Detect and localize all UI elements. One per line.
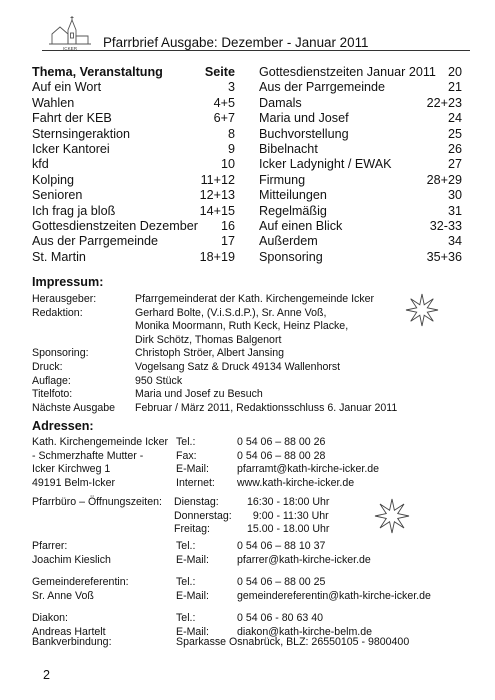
impressum-label: Nächste Ausgabe xyxy=(32,401,116,414)
toc-page: 32-33 xyxy=(429,219,462,234)
toc-title: Regelmäßig xyxy=(259,203,327,218)
impressum-list xyxy=(32,293,397,415)
toc-title: Thema, Veranstaltung xyxy=(32,65,163,79)
toc-page: 25 xyxy=(447,126,462,141)
contact-row xyxy=(32,590,431,604)
toc-page: 28+29 xyxy=(426,172,462,187)
office-day: Donnerstag: xyxy=(174,509,232,522)
toc-entry xyxy=(32,234,235,249)
toc-page: 30 xyxy=(447,188,462,203)
office-time: 16:30 - 18:00 Uhr xyxy=(247,496,330,508)
toc-page: 34 xyxy=(447,234,462,249)
toc-entry xyxy=(32,96,235,111)
toc-page: 3 xyxy=(227,80,235,95)
adressen-title: Adressen: xyxy=(32,419,94,433)
toc-page: 4+5 xyxy=(213,95,235,110)
bank-details xyxy=(32,636,409,648)
toc-title: Wahlen xyxy=(32,95,75,110)
toc-entry xyxy=(259,96,462,111)
address-line: Kath. Kirchengemeinde Icker xyxy=(32,436,169,448)
toc-entry xyxy=(259,250,462,265)
toc-page: 35+36 xyxy=(426,249,462,264)
toc-page: 17 xyxy=(220,234,235,249)
header-divider xyxy=(42,50,470,51)
impressum-value: Pfarrgemeinderat der Kath. Kirchengemeinde Icker xyxy=(135,293,375,305)
tel-label: Tel.: xyxy=(176,540,196,552)
contact-value: 0 54 06 – 88 00 28 xyxy=(237,449,326,462)
impressum-label: Herausgeber: xyxy=(32,293,97,305)
toc-title: Gottesdienstzeiten Januar 2011 xyxy=(259,65,436,79)
contact-name: Andreas Hartelt xyxy=(32,625,106,638)
contact-role: Pfarrer: xyxy=(32,540,68,552)
toc-entry xyxy=(259,234,462,249)
impressum-row xyxy=(32,307,397,321)
church-address-block xyxy=(32,436,379,490)
toc-title: Damals xyxy=(259,95,302,110)
bank-value: Sparkasse Osnabrück, BLZ: 26550105 - 9800400 xyxy=(176,636,410,648)
office-hours-row xyxy=(32,496,329,510)
contact-tel: 0 54 06 - 80 63 40 xyxy=(237,612,323,625)
office-hours-label: Pfarrbüro – Öffnungszeiten: xyxy=(32,496,162,508)
toc-entry xyxy=(259,65,462,80)
toc-entry xyxy=(32,157,235,172)
contact-type: Fax: xyxy=(176,449,197,462)
toc-title: Auf ein Wort xyxy=(32,80,102,95)
contact-type: Tel.: xyxy=(176,436,196,448)
toc-title: St. Martin xyxy=(32,249,86,264)
toc-title: Aus der Parrgemeinde xyxy=(32,234,159,249)
address-line: 49191 Belm-Icker xyxy=(32,476,116,489)
toc-title: Icker Ladynight / EWAK xyxy=(259,157,392,172)
impressum-label: Sponsoring: xyxy=(32,347,89,360)
toc-page: 9 xyxy=(227,142,235,157)
office-day: Freitag: xyxy=(174,523,210,536)
impressum-label: Auflage: xyxy=(32,374,71,387)
address-row xyxy=(32,477,379,491)
toc-title: Aus der Parrgemeinde xyxy=(259,80,386,95)
toc-title: Mitteilungen xyxy=(259,188,327,203)
toc-left-column xyxy=(32,65,235,265)
toc-page: Seite xyxy=(204,65,235,79)
contact-type: E-Mail: xyxy=(176,463,209,476)
impressum-value: Gerhard Bolte, (V.i.S.d.P.), Sr. Anne Voß, xyxy=(135,306,327,319)
star-icon xyxy=(374,498,410,534)
toc-entry xyxy=(259,204,462,219)
impressum-row xyxy=(32,388,397,402)
toc-entry xyxy=(32,219,235,234)
impressum-value: Monika Moormann, Ruth Keck, Heinz Placke, xyxy=(135,320,349,333)
toc-title: Firmung xyxy=(259,172,306,187)
toc-title: kfd xyxy=(32,157,49,172)
impressum-value: 950 Stück xyxy=(135,374,183,387)
toc-entry xyxy=(259,173,462,188)
office-time: 9:00 - 11:30 Uhr xyxy=(247,509,329,522)
address-row xyxy=(32,436,379,450)
toc-page: 24 xyxy=(447,111,462,126)
bank-label: Bankverbindung: xyxy=(32,636,112,648)
toc-page: 12+13 xyxy=(199,188,235,203)
impressum-row xyxy=(32,347,397,361)
office-hours-row xyxy=(32,523,329,537)
toc-title: Auf einen Blick xyxy=(259,219,343,234)
impressum-label: Titelfoto: xyxy=(32,388,73,401)
toc-entry xyxy=(259,142,462,157)
contact-name: Joachim Kieslich xyxy=(32,553,111,566)
toc-page: 11+12 xyxy=(200,172,235,187)
toc-page: 18+19 xyxy=(199,249,235,264)
contact-email: diakon@kath-kirche-belm.de xyxy=(237,625,372,638)
address-row xyxy=(32,450,379,464)
contact-row xyxy=(32,554,431,568)
impressum-value: Februar / März 2011, Redaktionsschluss 6. Januar 2011 xyxy=(135,401,398,414)
email-label: E-Mail: xyxy=(176,625,209,638)
contact-row xyxy=(32,576,431,590)
toc-page: 31 xyxy=(447,203,462,218)
parish-logo xyxy=(44,14,94,52)
toc-title: Außerdem xyxy=(259,234,318,249)
toc-title: Gottesdienstzeiten Dezember xyxy=(32,219,198,234)
contact-value: 0 54 06 – 88 00 26 xyxy=(237,436,326,448)
address-row xyxy=(32,463,379,477)
tel-label: Tel.: xyxy=(176,576,196,589)
toc-title: Bibelnacht xyxy=(259,142,318,157)
toc-title: Senioren xyxy=(32,188,83,203)
impressum-row xyxy=(32,320,397,334)
toc-page: 22+23 xyxy=(426,95,462,110)
impressum-title: Impressum: xyxy=(32,275,104,289)
toc-header-row xyxy=(32,65,235,80)
impressum-label: Redaktion: xyxy=(32,306,83,319)
impressum-value: Christoph Ströer, Albert Jansing xyxy=(135,347,284,360)
toc-page: 20 xyxy=(447,65,462,79)
contact-type: Internet: xyxy=(176,476,215,489)
toc-title: Maria und Josef xyxy=(259,111,349,126)
toc-page: 21 xyxy=(447,80,462,95)
toc-page: 10 xyxy=(220,157,235,172)
contact-value: pfarramt@kath-kirche-icker.de xyxy=(237,463,380,476)
toc-page: 16 xyxy=(220,219,235,234)
toc-entry xyxy=(32,142,235,157)
contact-row xyxy=(32,612,431,626)
toc-title: Buchvorstellung xyxy=(259,126,349,141)
toc-title: Sternsingeraktion xyxy=(32,126,131,141)
tel-label: Tel.: xyxy=(176,612,196,625)
contact-tel: 0 54 06 – 88 10 37 xyxy=(237,540,326,552)
impressum-row xyxy=(32,361,397,375)
toc-entry xyxy=(32,250,235,265)
contact-role: Diakon: xyxy=(32,612,68,625)
contact-tel: 0 54 06 – 88 00 25 xyxy=(237,576,326,589)
toc-entry xyxy=(259,127,462,142)
toc-entry xyxy=(259,188,462,203)
office-day: Dienstag: xyxy=(174,496,219,508)
toc-entry xyxy=(32,173,235,188)
contact-email: gemeindereferentin@kath-kirche-icker.de xyxy=(237,589,431,602)
contact-value: www.kath-kirche-icker.de xyxy=(237,476,355,489)
impressum-label: Druck: xyxy=(32,360,63,373)
contact-role: Gemeindereferentin: xyxy=(32,576,129,589)
contact-name: Sr. Anne Voß xyxy=(32,589,94,602)
toc-page: 14+15 xyxy=(199,203,235,218)
impressum-row xyxy=(32,375,397,389)
contact-email: pfarrer@kath-kirche-icker.de xyxy=(237,553,371,566)
email-label: E-Mail: xyxy=(176,589,209,602)
toc-entry xyxy=(32,204,235,219)
office-time: 15.00 - 18.00 Uhr xyxy=(247,523,330,536)
contact-row xyxy=(32,540,431,554)
toc-entry xyxy=(32,127,235,142)
header-title: Pfarrbrief Ausgabe: Dezember - Januar 2011 xyxy=(103,35,369,50)
address-line: - Schmerzhafte Mutter - xyxy=(32,449,144,462)
office-hours-block xyxy=(32,496,329,537)
toc-title: Ich frag ja bloß xyxy=(32,203,116,218)
toc-entry xyxy=(259,219,462,234)
impressum-row xyxy=(32,293,397,307)
toc-entry xyxy=(32,111,235,126)
office-hours-row xyxy=(32,510,329,524)
impressum-label xyxy=(32,334,135,348)
toc-entry xyxy=(32,188,235,203)
toc-page: 26 xyxy=(447,142,462,157)
contacts-block xyxy=(32,540,431,640)
address-line: Icker Kirchweg 1 xyxy=(32,463,111,476)
star-icon xyxy=(405,293,439,327)
impressum-row xyxy=(32,334,397,348)
toc-page: 27 xyxy=(447,157,462,172)
toc-title: Kolping xyxy=(32,172,75,187)
impressum-row xyxy=(32,402,397,416)
email-label: E-Mail: xyxy=(176,553,209,566)
toc-entry xyxy=(259,157,462,172)
logo-text: ICKER xyxy=(62,46,78,51)
impressum-value: Maria und Josef zu Besuch xyxy=(135,388,263,401)
toc-title: Sponsoring xyxy=(259,249,323,264)
toc-page: 6+7 xyxy=(213,111,235,126)
toc-entry xyxy=(259,111,462,126)
impressum-value: Dirk Schötz, Thomas Balgenort xyxy=(135,333,282,346)
impressum-value: Vogelsang Satz & Druck 49134 Wallenhorst xyxy=(135,360,341,373)
toc-entry xyxy=(259,80,462,95)
page-number: 2 xyxy=(43,668,51,682)
toc-entry xyxy=(32,80,235,95)
toc-page: 8 xyxy=(227,126,235,141)
impressum-label xyxy=(32,320,135,334)
toc-title: Fahrt der KEB xyxy=(32,111,112,126)
toc-right-column xyxy=(259,65,462,265)
toc-title: Icker Kantorei xyxy=(32,142,110,157)
